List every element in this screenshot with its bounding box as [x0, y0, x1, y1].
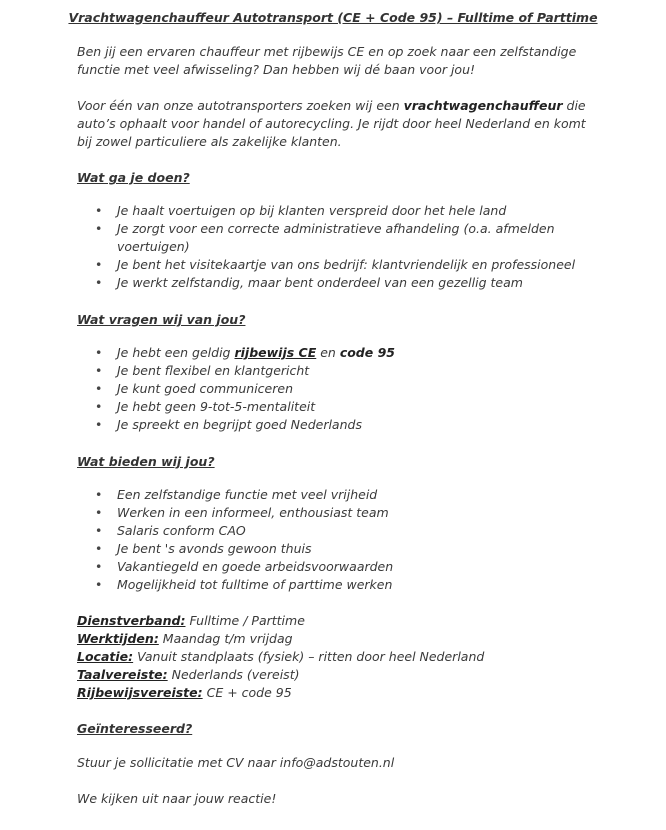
- list-item: • Een zelfstandige functie met veel vrijheid: [117, 486, 597, 504]
- description-text-after: die auto’s ophaalt voor handel of autorecycling. Je rijdt door heel Nederland en komt bij zowel particuliere als zakelijke klanten.: [77, 98, 586, 149]
- tasks-list-wrapper: [77, 202, 597, 292]
- detail-label: Rijbewijsvereiste:: [77, 685, 203, 700]
- detail-row: [77, 648, 597, 666]
- description-paragraph: [77, 97, 597, 151]
- req-license: rijbewijs CE: [234, 345, 317, 360]
- page-title: Vrachtwagenchauffeur Autotransport (CE + Code 95) – Fulltime of Parttime: [68, 10, 598, 25]
- list-item: • Je zorgt voor een correcte administratieve afhandeling (o.a. afmelden voertuigen): [117, 220, 597, 256]
- list-item: • Je bent 's avonds gewoon thuis: [117, 540, 597, 558]
- list-item: • Je bent flexibel en klantgericht: [117, 362, 597, 380]
- list-item: • Je bent het visitekaartje van ons bedrijf: klantvriendelijk en professioneel: [117, 256, 597, 274]
- list-item: • Je spreekt en begrijpt goed Nederlands: [117, 416, 597, 434]
- apply-instructions: Stuur je sollicitatie met CV naar info@adstouten.nl: [77, 755, 395, 770]
- detail-value: Fulltime / Parttime: [185, 613, 305, 628]
- description-bold-role: vrachtwagenchauffeur: [403, 98, 563, 113]
- list-item: [117, 344, 597, 362]
- list-item: • Salaris conform CAO: [117, 522, 597, 540]
- intro-paragraph: Ben jij een ervaren chauffeur met rijbewijs CE en op zoek naar een zelfstandige functie met veel afwisseling? Dan hebben wij dé baan voor jou!: [77, 44, 577, 77]
- list-item: • Vakantiegeld en goede arbeidsvoorwaarden: [117, 558, 597, 576]
- detail-label: Taalvereiste:: [77, 667, 168, 682]
- detail-label: Dienstverband:: [77, 613, 186, 628]
- list-item: • Je kunt goed communiceren: [117, 380, 597, 398]
- list-item: • Je werkt zelfstandig, maar bent onderdeel van een gezellig team: [117, 274, 597, 292]
- section-heading-tasks: Wat ga je doen?: [77, 170, 190, 185]
- closing-line: We kijken uit naar jouw reactie!: [77, 791, 277, 806]
- req-text-c: en: [316, 345, 340, 360]
- section-heading-benefits: Wat bieden wij jou?: [77, 454, 215, 469]
- req-code95: code 95: [339, 345, 395, 360]
- tasks-list: [77, 202, 597, 292]
- detail-value: Vanuit standplaats (fysiek) – ritten door heel Nederland: [133, 649, 485, 664]
- list-item: • Werken in een informeel, enthousiast team: [117, 504, 597, 522]
- detail-row: [77, 630, 597, 648]
- requirements-list-wrapper: [77, 344, 597, 434]
- detail-label: Werktijden:: [77, 631, 159, 646]
- benefits-list: [77, 486, 597, 594]
- detail-row: [77, 666, 597, 684]
- interested-heading: Geïnteresseerd?: [77, 721, 193, 736]
- detail-value: Nederlands (vereist): [167, 667, 300, 682]
- job-details: [77, 612, 597, 702]
- detail-value: CE + code 95: [202, 685, 292, 700]
- description-text-before: Voor één van onze autotransporters zoeken wij een: [77, 98, 404, 113]
- detail-row: [77, 684, 597, 702]
- detail-label: Locatie:: [77, 649, 134, 664]
- list-item: • Je hebt geen 9-tot-5-mentaliteit: [117, 398, 597, 416]
- section-heading-requirements: Wat vragen wij van jou?: [77, 312, 246, 327]
- detail-row: [77, 612, 597, 630]
- requirements-list: [77, 344, 597, 434]
- benefits-list-wrapper: [77, 486, 597, 594]
- req-text-a: Je hebt een geldig: [117, 345, 235, 360]
- detail-value: Maandag t/m vrijdag: [158, 631, 293, 646]
- list-item: • Je haalt voertuigen op bij klanten verspreid door het hele land: [117, 202, 597, 220]
- list-item: • Mogelijkheid tot fulltime of parttime werken: [117, 576, 597, 594]
